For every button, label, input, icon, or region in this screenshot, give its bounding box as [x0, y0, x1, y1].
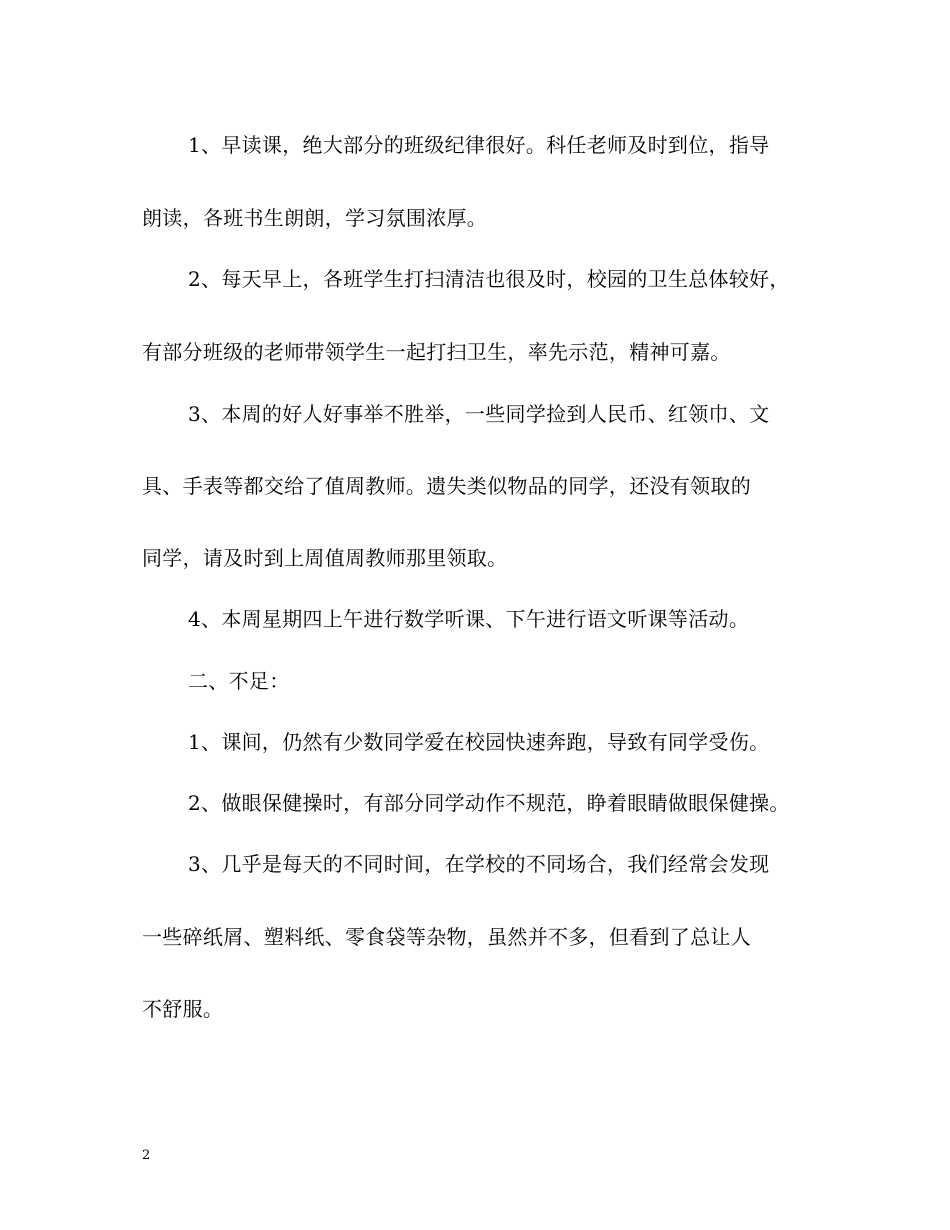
- paragraph-3-line-2: 具、手表等都交给了值周教师。遗失类似物品的同学，还没有领取的: [142, 474, 751, 498]
- paragraph-7-line-2: 一些碎纸屑、塑料纸、零食袋等杂物，虽然并不多，但看到了总让人: [142, 925, 751, 949]
- paragraph-1-line-1: 1、早读课，绝大部分的班级纪律很好。科任老师及时到位，指导: [188, 133, 770, 157]
- section-heading-shortcomings: 二、不足：: [188, 669, 290, 693]
- paragraph-4-line-1: 4、本周星期四上午进行数学听课、下午进行语文听课等活动。: [188, 607, 750, 631]
- paragraph-3-line-3: 同学，请及时到上周值周教师那里领取。: [142, 546, 508, 570]
- paragraph-3-line-1: 3、本周的好人好事举不胜举，一些同学捡到人民币、红领巾、文: [188, 402, 770, 426]
- paragraph-7-line-3: 不舒服。: [142, 997, 224, 1021]
- paragraph-2-line-1: 2、每天早上，各班学生打扫清洁也很及时，校园的卫生总体较好，: [188, 267, 790, 291]
- paragraph-5-line-1: 1、课间，仍然有少数同学爱在校园快速奔跑，导致有同学受伤。: [188, 730, 770, 754]
- paragraph-7-line-1: 3、几乎是每天的不同时间，在学校的不同场合，我们经常会发现: [188, 852, 770, 876]
- paragraph-6-line-1: 2、做眼保健操时，有部分同学动作不规范，睁着眼睛做眼保健操。: [188, 791, 790, 815]
- page-number: 2: [142, 1148, 151, 1163]
- paragraph-1-line-2: 朗读，各班书生朗朗，学习氛围浓厚。: [142, 206, 488, 230]
- paragraph-2-line-2: 有部分班级的老师带领学生一起打扫卫生，率先示范，精神可嘉。: [142, 340, 731, 364]
